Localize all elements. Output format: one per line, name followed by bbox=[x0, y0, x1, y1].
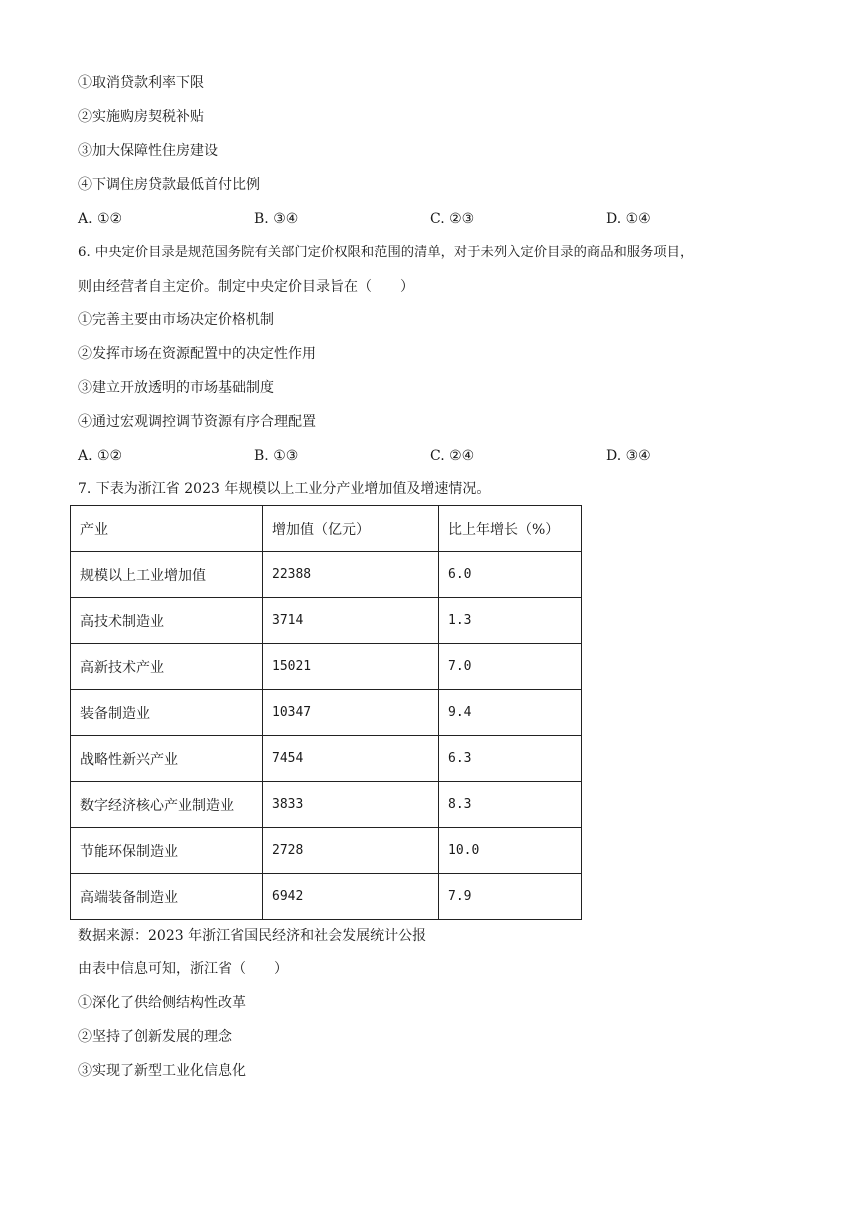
q6-option-c: C. ②④ bbox=[430, 448, 475, 464]
q5-options bbox=[78, 209, 798, 229]
q5-item-1: ①取消贷款利率下限 bbox=[78, 75, 204, 91]
table-row bbox=[71, 598, 582, 644]
q5-option-d: D. ①④ bbox=[606, 211, 651, 227]
header-growth: 比上年增长（%） bbox=[439, 506, 582, 552]
cell-value-added: 3833 bbox=[263, 782, 439, 828]
table-row bbox=[71, 874, 582, 920]
q7-data-source: 数据来源：2023 年浙江省国民经济和社会发展统计公报 bbox=[78, 928, 427, 944]
cell-growth: 10.0 bbox=[439, 828, 582, 874]
q7-stem: 7. 下表为浙江省 2023 年规模以上工业分产业增加值及增速情况。 bbox=[78, 481, 491, 497]
q7-question: 由表中信息可知，浙江省（ ） bbox=[78, 961, 288, 977]
table-row bbox=[71, 644, 582, 690]
cell-industry: 节能环保制造业 bbox=[71, 828, 263, 874]
header-value-added: 增加值（亿元） bbox=[263, 506, 439, 552]
q5-option-b: B. ③④ bbox=[254, 211, 299, 227]
cell-value-added: 6942 bbox=[263, 874, 439, 920]
q7-item-3: ③实现了新型工业化信息化 bbox=[78, 1063, 246, 1079]
q7-item-1: ①深化了供给侧结构性改革 bbox=[78, 995, 246, 1011]
cell-growth: 6.0 bbox=[439, 552, 582, 598]
cell-industry: 战略性新兴产业 bbox=[71, 736, 263, 782]
table-row bbox=[71, 552, 582, 598]
q6-option-d: D. ③④ bbox=[606, 448, 651, 464]
q5-option-a: A. ①② bbox=[78, 211, 123, 227]
cell-growth: 7.9 bbox=[439, 874, 582, 920]
q5-item-2: ②实施购房契税补贴 bbox=[78, 109, 204, 125]
cell-industry: 数字经济核心产业制造业 bbox=[71, 782, 263, 828]
cell-growth: 6.3 bbox=[439, 736, 582, 782]
table-row bbox=[71, 736, 582, 782]
cell-industry: 装备制造业 bbox=[71, 690, 263, 736]
table-header-row bbox=[71, 506, 582, 552]
cell-value-added: 22388 bbox=[263, 552, 439, 598]
q5-item-4: ④下调住房贷款最低首付比例 bbox=[78, 177, 260, 193]
q6-option-a: A. ①② bbox=[78, 448, 123, 464]
cell-value-added: 3714 bbox=[263, 598, 439, 644]
q6-item-4: ④通过宏观调控调节资源有序合理配置 bbox=[78, 414, 316, 430]
cell-value-added: 10347 bbox=[263, 690, 439, 736]
header-industry: 产业 bbox=[71, 506, 263, 552]
q7-item-2: ②坚持了创新发展的理念 bbox=[78, 1029, 232, 1045]
q6-item-2: ②发挥市场在资源配置中的决定性作用 bbox=[78, 346, 316, 362]
cell-value-added: 7454 bbox=[263, 736, 439, 782]
cell-value-added: 2728 bbox=[263, 828, 439, 874]
cell-industry: 高技术制造业 bbox=[71, 598, 263, 644]
table-row bbox=[71, 782, 582, 828]
cell-industry: 高端装备制造业 bbox=[71, 874, 263, 920]
q5-item-3: ③加大保障性住房建设 bbox=[78, 143, 218, 159]
q5-option-c: C. ②③ bbox=[430, 211, 475, 227]
q6-item-1: ①完善主要由市场决定价格机制 bbox=[78, 312, 274, 328]
cell-growth: 7.0 bbox=[439, 644, 582, 690]
cell-growth: 1.3 bbox=[439, 598, 582, 644]
cell-value-added: 15021 bbox=[263, 644, 439, 690]
cell-growth: 8.3 bbox=[439, 782, 582, 828]
q6-option-b: B. ①③ bbox=[254, 448, 299, 464]
cell-growth: 9.4 bbox=[439, 690, 582, 736]
q6-item-3: ③建立开放透明的市场基础制度 bbox=[78, 380, 274, 396]
q6-options bbox=[78, 446, 798, 466]
q6-stem-line1: 6. 中央定价目录是规范国务院有关部门定价权限和范围的清单，对于未列入定价目录的商品和服务项目， bbox=[78, 245, 694, 260]
q6-stem-line2: 则由经营者自主定价。制定中央定价目录旨在（ ） bbox=[78, 279, 414, 295]
cell-industry: 规模以上工业增加值 bbox=[71, 552, 263, 598]
table-row bbox=[71, 690, 582, 736]
industry-table bbox=[70, 505, 582, 920]
table-row bbox=[71, 828, 582, 874]
cell-industry: 高新技术产业 bbox=[71, 644, 263, 690]
